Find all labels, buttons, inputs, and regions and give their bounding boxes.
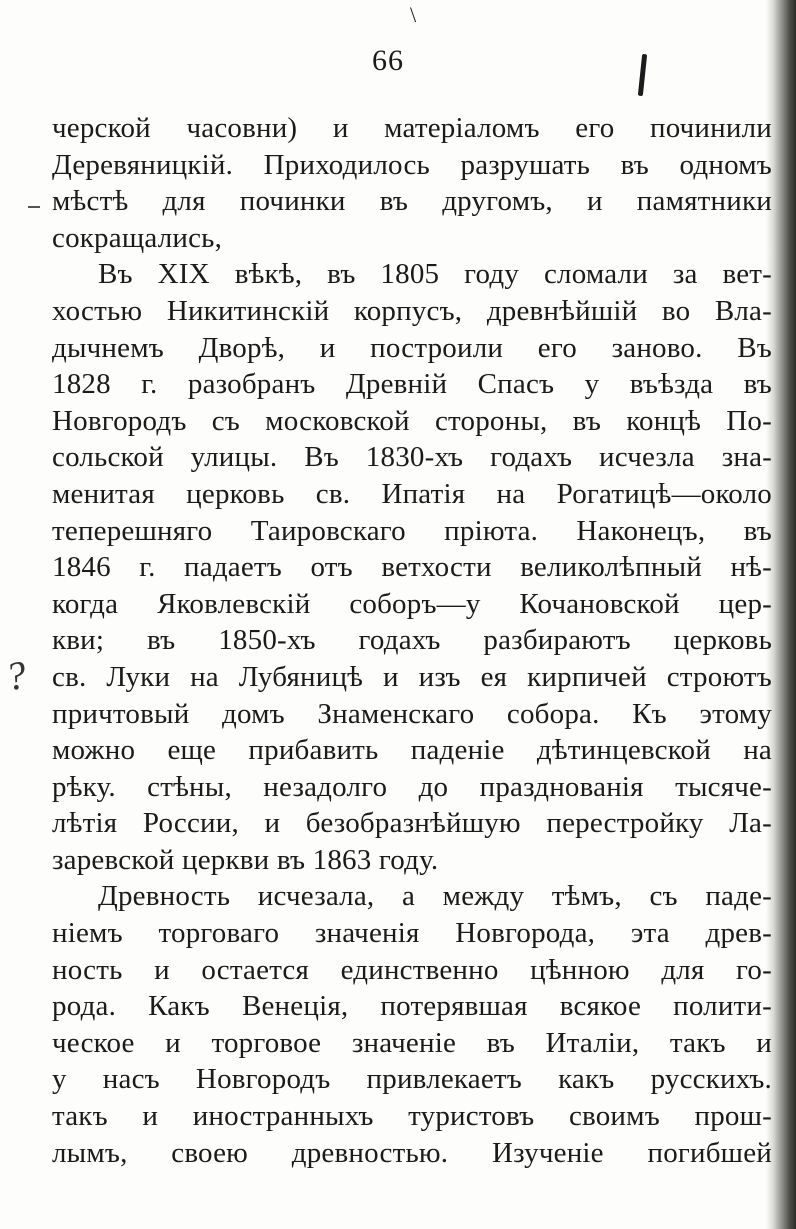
text-line: рѣку. стѣны, незадолго до празднованія тысяче- — [52, 770, 772, 803]
text-line: рода. Какъ Венеція, потерявшая всякое полити- — [52, 990, 772, 1023]
text-line: причтовый домъ Знаменскаго собора. Къ этому — [52, 697, 772, 730]
text-line: такъ и иностранныхъ туристовъ своимъ прош- — [52, 1100, 772, 1133]
text-line: заревской церкви въ 1863 году. — [52, 843, 439, 876]
body-text — [52, 110, 772, 1171]
page-number: 66 — [372, 44, 404, 77]
text-line: 1828 г. разобранъ Древній Спасъ у въѣзда въ — [52, 368, 772, 401]
text-line: менитая церковь св. Ипатія на Рогатицѣ—около — [52, 477, 772, 510]
text-line: хостью Никитинскій корпусъ, древнѣйшій во Вла- — [52, 294, 772, 327]
margin-dash-mark — [28, 206, 40, 208]
text-line: сольской улицы. Въ 1830-хъ годахъ исчезла зна- — [52, 441, 772, 474]
text-line: 1846 г. падаетъ отъ ветхости великолѣпный нѣ- — [52, 551, 772, 584]
margin-handwritten-note: ? — [2, 651, 30, 700]
text-line: лымъ, своею древностью. Изученіе погибшей — [52, 1136, 772, 1169]
text-line: мѣстѣ для починки въ другомъ, и памятники — [52, 185, 772, 218]
margin-pencil-mark — [638, 54, 647, 96]
text-line: ческое и торговое значеніе въ Италіи, такъ и — [52, 1026, 772, 1059]
text-line: ность и остается единственно цѣнною для го- — [52, 953, 772, 986]
text-line: Новгородъ съ московской стороны, въ концѣ По- — [52, 404, 772, 437]
text-line: у насъ Новгородъ привлекаетъ какъ русскихъ. — [52, 1063, 772, 1096]
text-line: св. Луки на Лубяницѣ и изъ ея кирпичей строютъ — [52, 660, 772, 693]
text-line: дычнемъ Дворѣ, и построили его заново. Въ — [52, 331, 772, 364]
text-line: ніемъ торговаго значенія Новгорода, эта древ- — [52, 917, 772, 950]
text-line: кви; въ 1850-хъ годахъ разбираютъ церковь — [52, 624, 772, 657]
text-line: черской часовни) и матеріаломъ его починили — [52, 112, 772, 144]
text-line: теперешняго Таировскаго пріюта. Наконецъ, въ — [52, 514, 772, 547]
text-line: когда Яковлевскій соборъ—у Кочановской цер- — [52, 587, 772, 620]
top-tick-mark: \ — [410, 2, 417, 27]
text-line: Деревяницкій. Приходилось разрушать въ одномъ — [52, 148, 772, 181]
text-line: Древность исчезала, а между тѣмъ, съ паде- — [98, 880, 772, 913]
text-line: можно еще прибавить паденіе дѣтинцевской на — [52, 734, 772, 767]
text-line: лѣтія России, и безобразнѣйшую перестройку Ла- — [52, 807, 772, 840]
text-line: Въ XIX вѣкѣ, въ 1805 году сломали за вет- — [98, 258, 772, 291]
text-line: сокращались, — [52, 221, 223, 254]
